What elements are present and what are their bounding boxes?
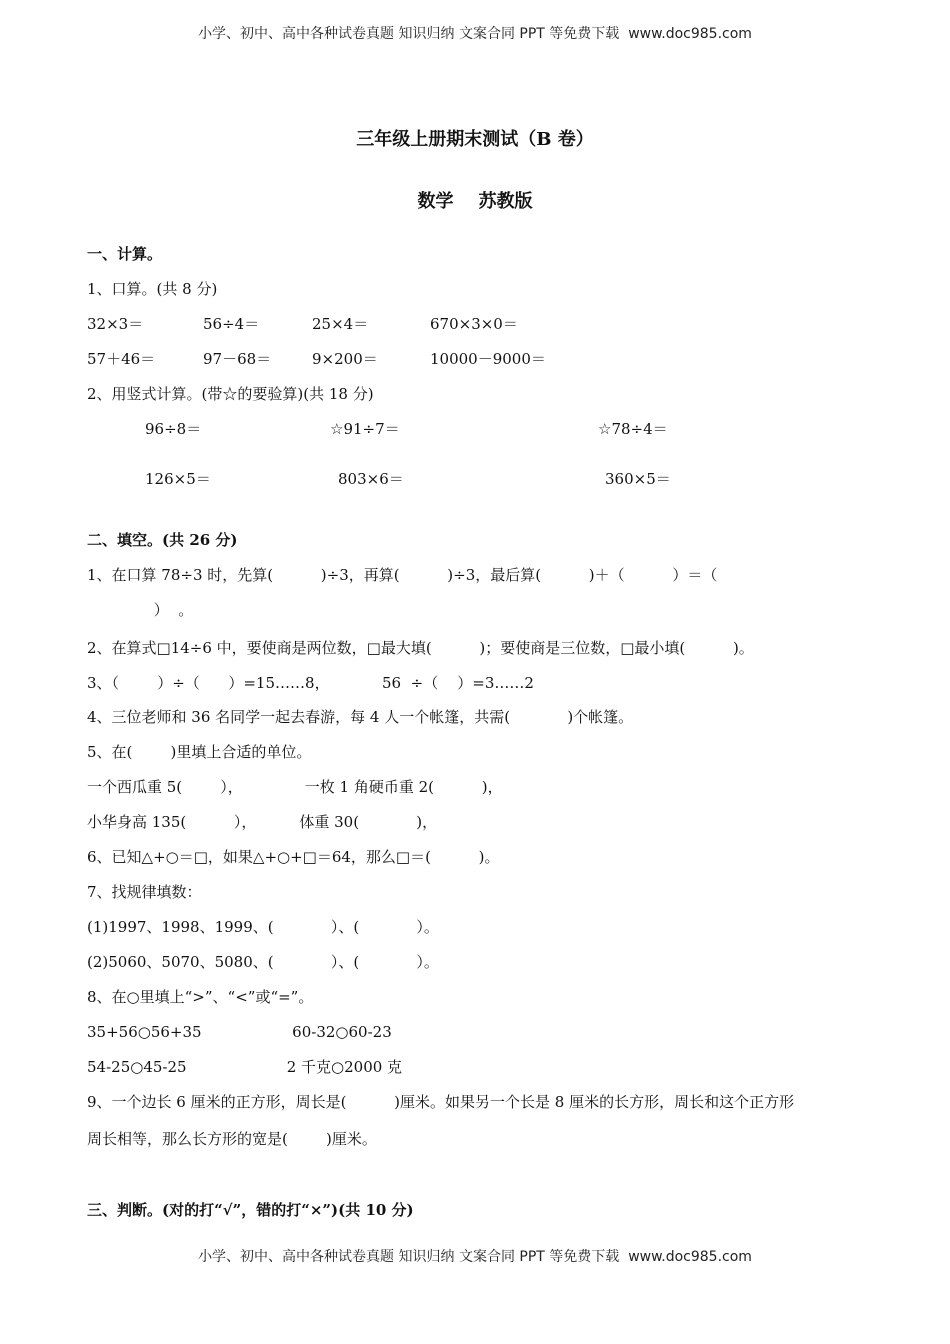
fill-line: 9、一个边长 6 厘米的正方形，周长是( )厘米。如果另一个长是 8 厘米的长方形，周长和这个正方形 — [87, 1093, 795, 1111]
fill-line: 4、三位老师和 36 名同学一起去春游，每 4 人一个帐篷，共需( )个帐篷。 — [87, 708, 634, 726]
fill-line: ） 。 — [87, 601, 194, 619]
calc-item: 25×4＝ — [312, 315, 369, 333]
fill-line: 小华身高 135( ）， 体重 30( )， — [87, 813, 438, 831]
calc-item: ☆91÷7＝ — [330, 420, 400, 438]
fill-line: 周长相等，那么长方形的宽是( )厘米。 — [87, 1130, 377, 1148]
calc-item: 9×200＝ — [312, 350, 378, 368]
calc-item: 57＋46＝ — [87, 350, 156, 368]
calc-item: 97－68＝ — [203, 350, 272, 368]
calc-item: ☆78÷4＝ — [598, 420, 668, 438]
fill-line: 2、在算式□14÷6 中，要使商是两位数，□最大填( )；要使商是三位数，□最小填( )。 — [87, 639, 754, 657]
fill-line: (2)5060、5070、5080、( ）、( ）。 — [87, 953, 439, 971]
page-title: 三年级上册期末测试（B 卷） — [356, 129, 594, 150]
fill-line: 1、在口算 78÷3 时，先算( )÷3，再算( )÷3，最后算( )＋（ ）＝（ — [87, 566, 718, 584]
fill-line: 一个西瓜重 5( ）， 一枚 1 角硬币重 2( )， — [87, 778, 503, 796]
fill-line: 7、找规律填数： — [87, 883, 202, 901]
calc-item: 126×5＝ — [145, 470, 211, 488]
section-2-heading: 二、填空。(共 26 分) — [87, 531, 238, 549]
fill-line: 6、已知△+○＝□，如果△+○+□＝64，那么□＝( )。 — [87, 848, 500, 866]
fill-line: 8、在○里填上“>”、“<”或“=”。 — [87, 988, 314, 1006]
page-footer: 小学、初中、高中各种试卷真题 知识归纳 文案合同 PPT 等免费下载 www.doc985.com — [198, 1249, 752, 1265]
calc-item: 670×3×0＝ — [430, 315, 518, 333]
calc-item: 803×6＝ — [338, 470, 404, 488]
question-1-2: 2、用竖式计算。(带☆的要验算)(共 18 分) — [87, 385, 374, 403]
fill-line: 54-25○45-25 2 千克○2000 克 — [87, 1058, 403, 1076]
page-subtitle: 数学 苏教版 — [417, 191, 533, 212]
fill-line: 35+56○56+35 60-32○60-23 — [87, 1023, 392, 1041]
question-1-1: 1、口算。(共 8 分) — [87, 280, 218, 298]
section-3-heading: 三、判断。(对的打“√”，错的打“×”)(共 10 分) — [87, 1201, 414, 1219]
calc-item: 360×5＝ — [605, 470, 671, 488]
calc-item: 10000－9000＝ — [430, 350, 546, 368]
fill-line: 5、在( )里填上合适的单位。 — [87, 743, 312, 761]
fill-line: 3、（ ）÷（ ）=15……8， 56 ÷（ ）=3……2 — [87, 674, 534, 692]
section-1-heading: 一、计算。 — [87, 245, 163, 263]
calc-item: 56÷4＝ — [203, 315, 260, 333]
fill-line: (1)1997、1998、1999、( ）、( ）。 — [87, 918, 439, 936]
calc-item: 32×3＝ — [87, 315, 144, 333]
calc-item: 96÷8＝ — [145, 420, 202, 438]
page-header: 小学、初中、高中各种试卷真题 知识归纳 文案合同 PPT 等免费下载 www.doc985.com — [198, 26, 752, 42]
